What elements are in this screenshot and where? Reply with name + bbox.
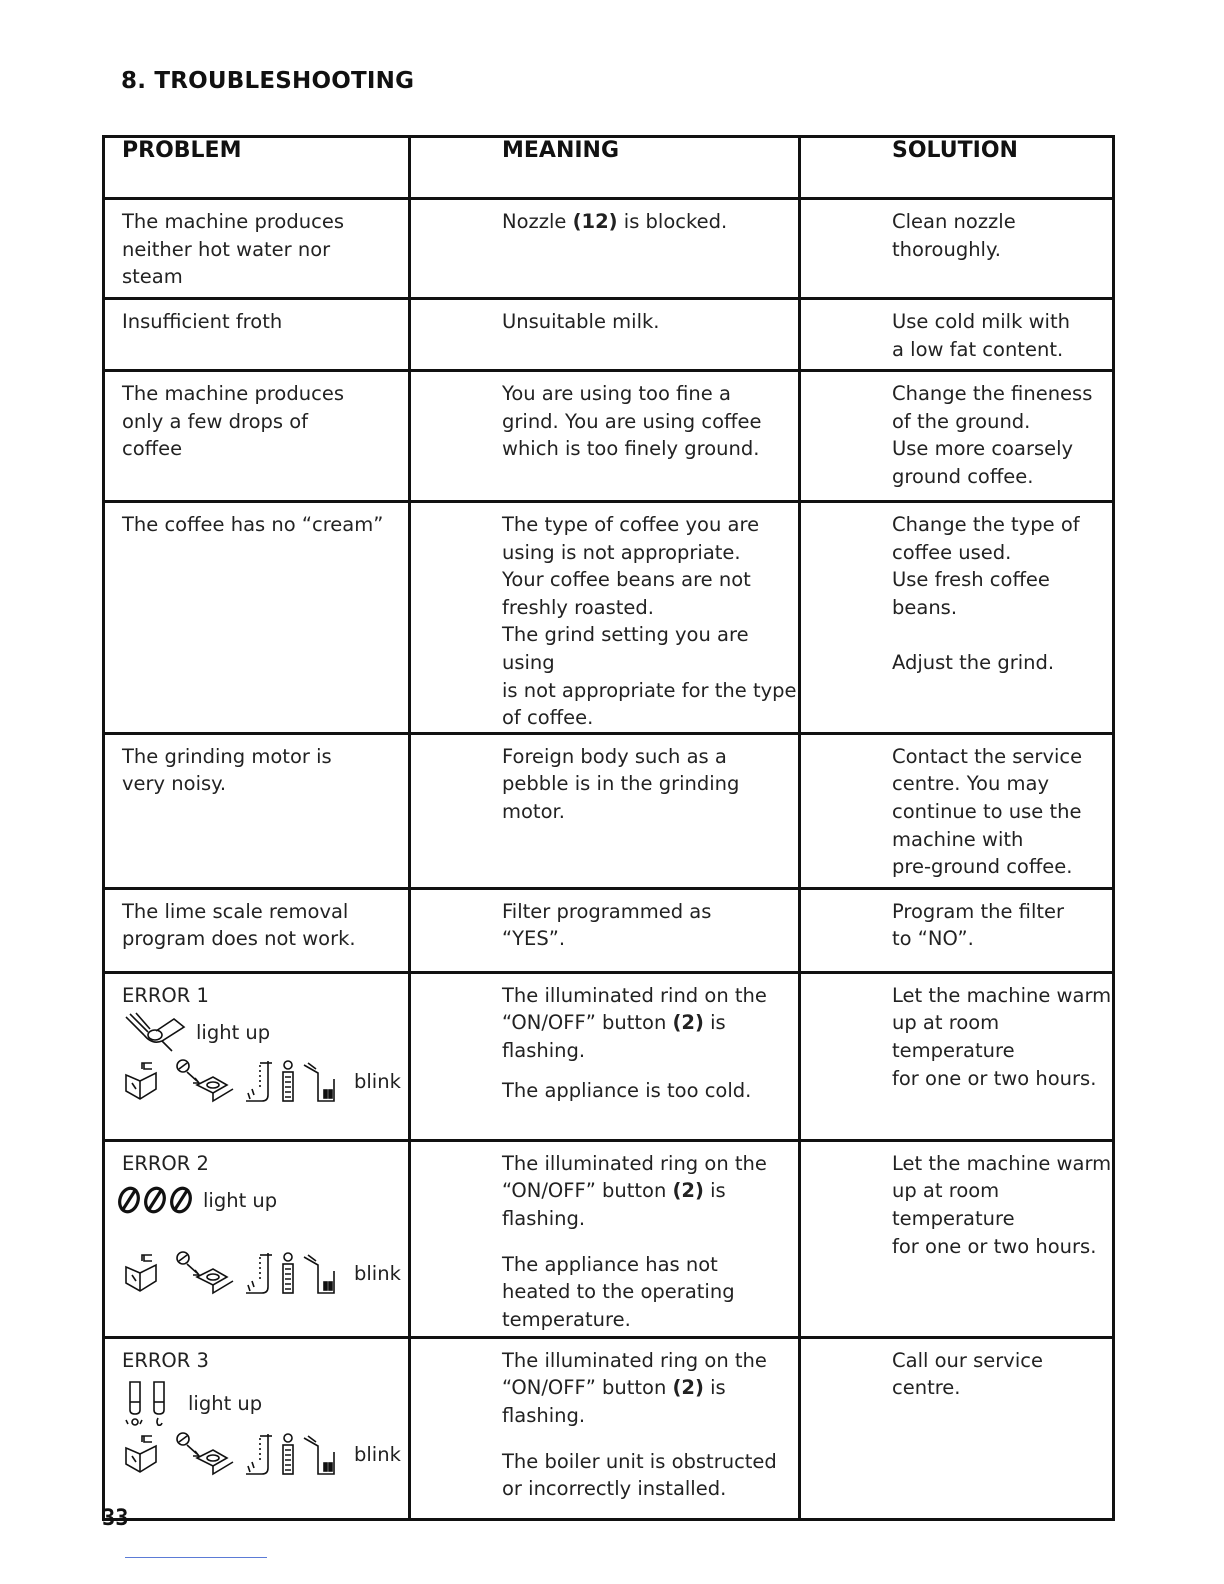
- grounds-tray-icon: [173, 1251, 239, 1295]
- page-number: 33: [102, 1506, 129, 1531]
- water-level-icon: [279, 1432, 297, 1476]
- blink-label: blink: [354, 1442, 401, 1466]
- problem-cell: [105, 1339, 408, 1477]
- status-icons-group: [122, 1432, 338, 1476]
- coffee-cup-icon: [122, 1059, 170, 1103]
- cup-size-icon: [122, 1378, 178, 1428]
- table-row-error-2: [104, 1140, 1114, 1337]
- meaning-cell-cause: The boiler unit is obstructed or incorrectly installed.: [502, 1449, 777, 1501]
- solution-cell: Change the fineness of the ground. Use more coarsely ground coffee.: [892, 382, 1093, 488]
- solution-cell: Let the machine warm up at room temperature for one or two hours.: [892, 983, 1112, 1090]
- grounds-tray-icon: [173, 1432, 239, 1476]
- solution-cell: Call our service centre.: [892, 1348, 1043, 1400]
- table-header-row: [104, 137, 1114, 199]
- water-tank-icon: [300, 1432, 338, 1476]
- water-tank-icon: [300, 1059, 338, 1103]
- error-title: ERROR 3: [122, 1348, 209, 1372]
- meaning-cell: Filter programmed as “YES”.: [502, 899, 712, 951]
- problem-cell: [105, 974, 408, 1104]
- solution-cell: Contact the service centre. You may continue to use the machine with pre-ground coffee.: [892, 744, 1083, 879]
- page-title: 8. TROUBLESHOOTING: [121, 68, 415, 94]
- water-level-icon: [279, 1059, 297, 1103]
- meaning-cell: Foreign body such as a pebble is in the grinding motor.: [502, 744, 740, 823]
- meaning-cell: You are using too fine a grind. You are using coffee which is too finely ground.: [502, 382, 762, 461]
- table-row: [104, 502, 1114, 734]
- table-row-error-1: [104, 972, 1114, 1140]
- meaning-cell: The type of coffee you are using is not appropriate. Your coffee beans are not freshly roasted. The grind setting you are using is not appropriate for the type of coffee.: [502, 513, 797, 730]
- steam-nozzle-icon: [242, 1432, 276, 1476]
- column-header-meaning: MEANING: [410, 137, 800, 199]
- meaning-cell: Nozzle (12) is blocked.: [502, 210, 728, 233]
- coffee-cup-icon: [122, 1432, 170, 1476]
- problem-cell: Insufficient froth: [122, 310, 283, 333]
- error-title: ERROR 2: [122, 1151, 209, 1175]
- light-up-label: light up: [196, 1020, 271, 1044]
- link-underline: [125, 1557, 267, 1558]
- problem-cell: The grinding motor is very noisy.: [122, 744, 332, 796]
- table-row: [104, 371, 1114, 502]
- table-row: [104, 199, 1114, 299]
- problem-cell: [105, 1142, 408, 1296]
- solution-cell: Clean nozzle thoroughly.: [892, 210, 1016, 261]
- meaning-cell: The illuminated ring on the “ON/OFF” button (2) is flashing.: [502, 1151, 767, 1230]
- error-title: ERROR 1: [122, 983, 209, 1007]
- meaning-cell: The illuminated rind on the “ON/OFF” button (2) is flashing.: [502, 983, 767, 1062]
- status-icons-group: [122, 1059, 338, 1103]
- solution-cell: Program the filter to “NO”.: [892, 899, 1065, 951]
- meaning-cell: Unsuitable milk.: [502, 310, 660, 333]
- water-level-icon: [279, 1251, 297, 1295]
- table-row: [104, 299, 1114, 371]
- problem-cell: The coffee has no “cream”: [122, 513, 384, 536]
- problem-cell: The lime scale removal program does not work.: [122, 899, 356, 951]
- blink-label: blink: [354, 1261, 401, 1285]
- table-row-error-3: [104, 1337, 1114, 1519]
- steam-nozzle-icon: [242, 1251, 276, 1295]
- steam-nozzle-icon: [242, 1059, 276, 1103]
- column-header-problem: PROBLEM: [104, 137, 410, 199]
- troubleshooting-table: [102, 135, 1115, 1521]
- meaning-cell-cause: The appliance is too cold.: [502, 1078, 752, 1102]
- meaning-cell: The illuminated ring on the “ON/OFF” button (2) is flashing.: [502, 1348, 767, 1427]
- column-header-solution: SOLUTION: [800, 137, 1114, 199]
- solution-cell: Change the type of coffee used. Use fresh coffee beans. Adjust the grind.: [892, 513, 1080, 674]
- water-tank-icon: [300, 1251, 338, 1295]
- coffee-cup-icon: [122, 1251, 170, 1295]
- light-up-label: light up: [203, 1188, 278, 1212]
- problem-cell: The machine produces only a few drops of coffee: [122, 382, 344, 461]
- table-row: [104, 888, 1114, 972]
- grounds-tray-icon: [173, 1059, 239, 1103]
- status-icons-group: [122, 1251, 338, 1295]
- solution-cell: Let the machine warm up at room temperature for one or two hours.: [892, 1151, 1112, 1258]
- solution-cell: Use cold milk with a low fat content.: [892, 310, 1070, 361]
- table-row: [104, 733, 1114, 888]
- descale-icon: [122, 1011, 188, 1053]
- cup-strength-icon: [117, 1185, 197, 1215]
- blink-label: blink: [354, 1069, 401, 1093]
- light-up-label: light up: [188, 1391, 263, 1415]
- problem-cell: The machine produces neither hot water nor steam: [122, 210, 344, 289]
- meaning-cell-cause: The appliance has not heated to the operating temperature.: [502, 1252, 735, 1331]
